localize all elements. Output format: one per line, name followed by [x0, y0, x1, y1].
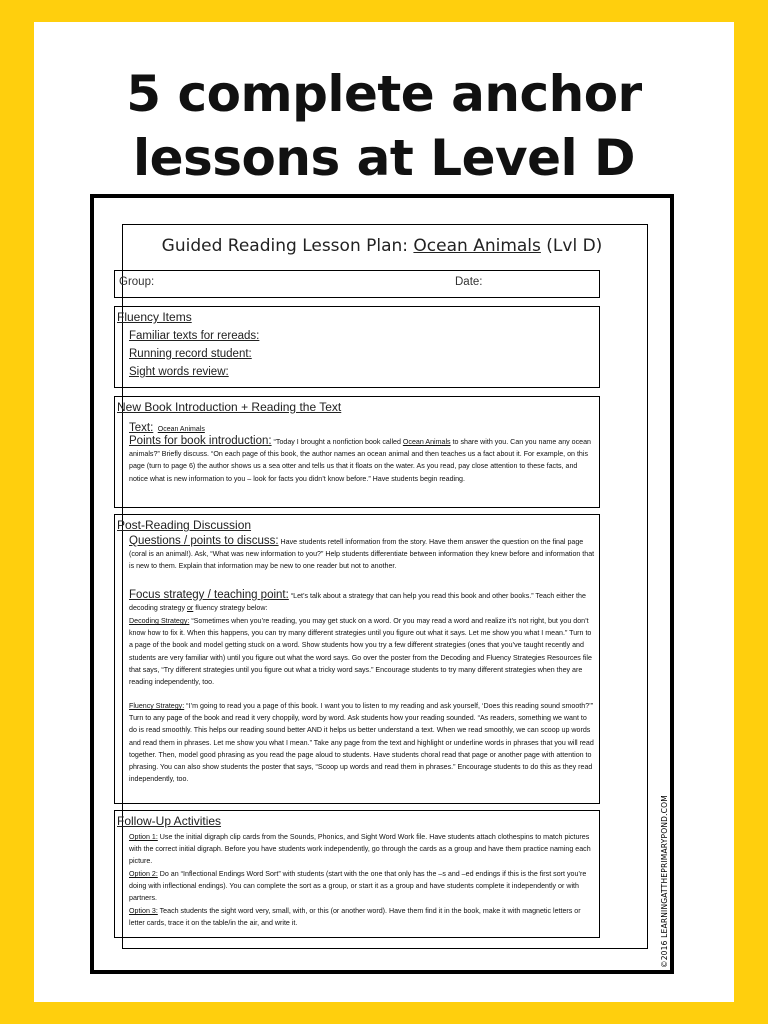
headline-line-2: lessons at Level D	[132, 129, 636, 187]
focus-or: or	[186, 604, 194, 613]
fluency-strategy-label: Fluency Strategy:	[129, 702, 185, 710]
points-paragraph	[129, 435, 595, 485]
decoding-label: Decoding Strategy:	[129, 617, 190, 625]
focus-label: Focus strategy / teaching point:	[129, 589, 289, 601]
white-panel	[34, 22, 734, 1002]
fluency-item-rereads: Familiar texts for rereads:	[129, 330, 260, 342]
follow-up-box	[114, 810, 600, 938]
option-3-label: Option 3:	[129, 907, 158, 915]
option-2-label: Option 2:	[129, 870, 158, 878]
points-label: Points for book introduction:	[129, 435, 272, 447]
fluency-item-sight-words: Sight words review:	[129, 366, 229, 378]
focus-paragraph	[129, 589, 595, 614]
group-label: Group:	[119, 276, 155, 288]
follow-up-title: Follow-Up Activities	[117, 814, 222, 828]
option-1-body: Use the initial digraph clip cards from the Sounds, Phonics, and Sight Word Work file. Have students attach clothespins to match pictures with the correct initial digraph. Before you have students work independently, go through the cards as a group and have them practice naming each picture.	[129, 833, 591, 866]
plan-title-level: (Lvl D)	[540, 236, 603, 256]
headline-line-1: 5 complete anchor	[126, 65, 642, 123]
fluency-strategy-paragraph	[129, 700, 595, 785]
focus-body-a: “Let’s talk about a strategy that can help you read this book and other books.” Teach either the decoding strategy	[129, 592, 586, 613]
fluency-title: Fluency Items	[117, 310, 192, 324]
option-3-paragraph	[129, 905, 595, 929]
headline	[34, 62, 734, 190]
fluency-strategy-body: “I’m going to read you a page of this book. I want you to listen to my reading and ask yourself, ‘Does this reading sound smooth?’” Turn to any page of the book and read it very choppily, word by word. Ask students how your reading sounded. “As readers, something we want to do is read smoothly. This helps our reading sound better AND it helps us better understand a text. When we read smoothly, we can scoop up words and read them in phrases. Let me show you what I mean.” Take any page from the text and highlight or underline words in phrases that you will read together. Then, model good phrasing as you read the page aloud to students. Have students choral read that page or another page with attention to phrasing. You can also show students the poster that says, “Scoop up words and read them in phrases.” Encourage students to do this as they read independently, too.	[129, 702, 594, 784]
lesson-plan-sheet	[90, 194, 674, 974]
new-book-title: New Book Introduction + Reading the Text	[117, 400, 342, 414]
questions-body: Have students retell information from the story. Have them answer the question on the final page (coral is an animal!). Ask, “What was new information to you?” Help students differentiate between information they knew before and information that is new to them. Explain that information may be new to one reader but not to another.	[129, 538, 595, 571]
group-date-box	[114, 270, 600, 298]
text-value: Ocean Animals	[157, 426, 205, 433]
option-2-paragraph	[129, 868, 595, 905]
points-body-a: “Today I brought a nonfiction book called	[271, 438, 403, 446]
post-reading-box	[114, 514, 600, 804]
questions-label: Questions / points to discuss:	[129, 535, 279, 547]
text-label: Text:	[129, 422, 154, 434]
focus-body-b: fluency strategy below:	[193, 604, 268, 613]
option-1-label: Option 1:	[129, 833, 158, 841]
option-1-paragraph	[129, 831, 595, 868]
copyright-notice: ©2016 LEARNINGATTHEPRIMARYPOND.COM	[660, 795, 669, 968]
points-body-b: to share with you. Can you name any ocean animals?” Briefly discuss. “On each page of this book, the author names an ocean animal and then teaches us a fact about it. For example, on this page (turn to page 6) the author shows us a sea otter and tells us that it floats on the water. As you read, pay close attention to these facts, and notice what is new information to you – look for facts you didn’t know before.” Have students begin reading.	[129, 438, 591, 483]
fluency-item-running-record: Running record student:	[129, 348, 252, 360]
text-line	[129, 418, 205, 436]
post-reading-title: Post-Reading Discussion	[117, 518, 252, 532]
new-book-box	[114, 396, 600, 508]
decoding-paragraph	[129, 615, 595, 688]
date-label: Date:	[455, 276, 483, 288]
points-body-book: Ocean Animals	[402, 438, 451, 446]
plan-title-prefix: Guided Reading Lesson Plan:	[161, 236, 414, 256]
option-3-body: Teach students the sight word very, small, with, or this (or another word). Have them find it in the book, make it with magnetic letters or letter cards, trace it on the table/in the air, and write it.	[129, 907, 581, 928]
fluency-items-box	[114, 306, 600, 388]
option-2-body: Do an “Inflectional Endings Word Sort” with students (start with the one that only has the –s and –ed endings if this is the first sort you’re doing with inflectional endings). You can complete the sort as a group, or start it as a group and have students complete it independently or with partners.	[129, 870, 587, 903]
decoding-body: “Sometimes when you’re reading, you may get stuck on a word. Or you may read a word and realize it’s not right, but you don’t know how to fix it. When this happens, you can try many different strategies until you figure out what it says. Let me show you what I mean.” Turn to a page of the book and model getting stuck on a word. Show students how you try a few different strategies (ones that you’ve taught recently and students are very familiar with) until you figure out what the word says. Go over the poster from the Decoding and Fluency Strategies Resources file that says, “Try different strategies until you figure out what a tricky word says.” Encourage students to try many different strategies when they are reading independently, too.	[129, 617, 592, 687]
questions-paragraph	[129, 535, 595, 573]
plan-title-topic: Ocean Animals	[413, 236, 541, 256]
plan-title	[94, 236, 670, 256]
